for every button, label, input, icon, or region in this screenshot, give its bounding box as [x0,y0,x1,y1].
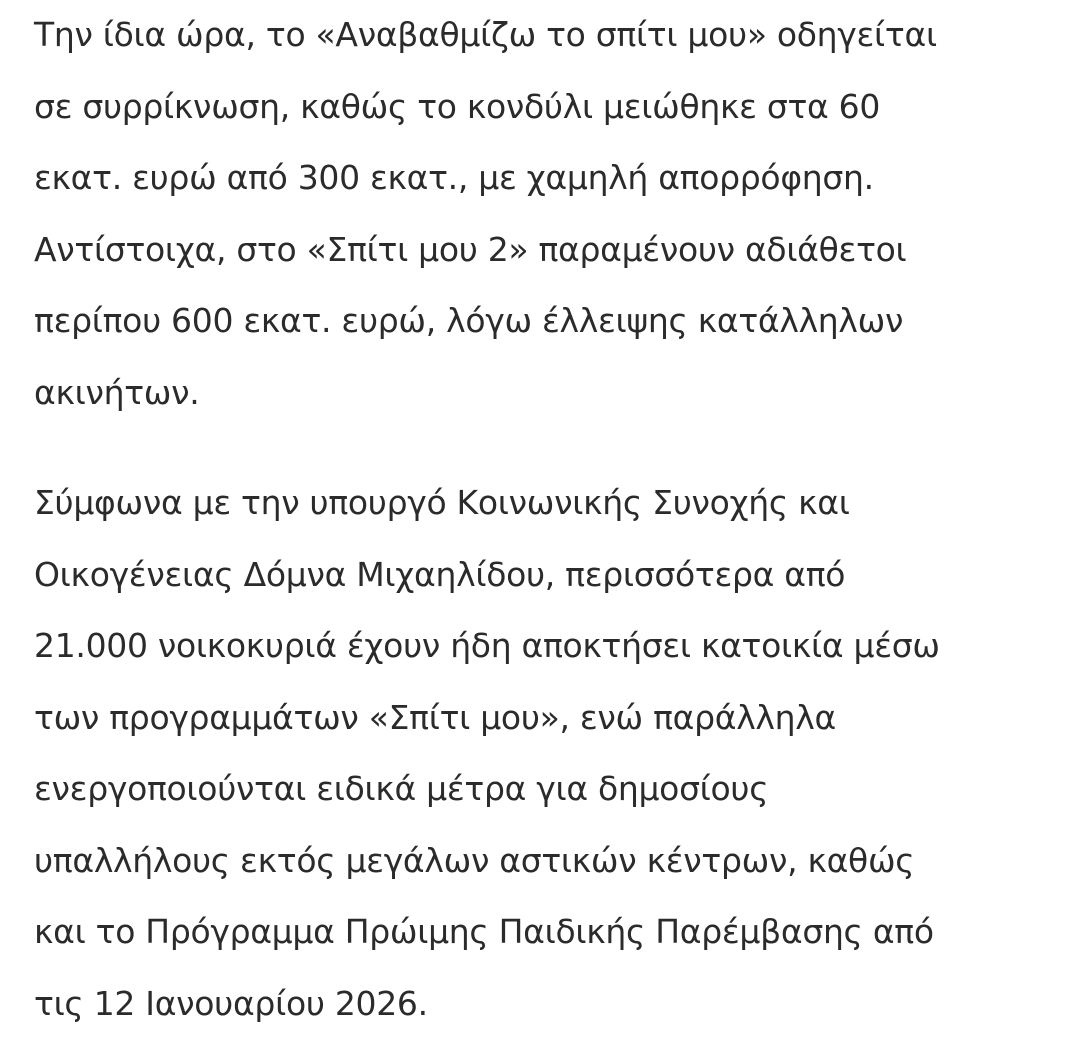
paragraph-2 [34,467,940,1039]
paragraph-line: εκατ. ευρώ από 300 εκατ., με χαμηλή απορρόφηση. [34,158,874,197]
paragraph-line: ενεργοποιούνται ειδικά μέτρα για δημοσίους [34,769,769,808]
paragraph-line: περίπου 600 εκατ. ευρώ, λόγω έλλειψης κατάλληλων [34,301,904,340]
paragraph-line: των προγραμμάτων «Σπίτι μου», ενώ παράλληλα [34,697,836,737]
paragraph-line: 21.000 νοικοκυριά έχουν ήδη αποκτήσει κατοικία μέσω [34,626,940,665]
paragraph-line: ακινήτων. [34,372,200,412]
paragraph-line: Αντίστοιχα, στο «Σπίτι μου 2» παραμένουν αδιάθετοι [34,229,907,269]
paragraph-line: Την ίδια ώρα, το «Αναβαθμίζω το σπίτι μου» οδηγείται [34,15,937,54]
paragraph-1 [34,0,937,428]
paragraph-line: υπαλλήλους εκτός μεγάλων αστικών κέντρων, καθώς [34,840,915,880]
paragraph-line: και το Πρόγραμμα Πρώιμης Παιδικής Παρέμβασης από [34,912,934,951]
paragraph-line: Σύμφωνα με την υπουργό Κοινωνικής Συνοχής και [34,483,850,522]
paragraph-line: Οικογένειας Δόμνα Μιχαηλίδου, περισσότερα από [34,554,846,594]
paragraph-line: σε συρρίκνωση, καθώς το κονδύλι μειώθηκε στα 60 [34,86,881,126]
paragraph-line: τις 12 Ιανουαρίου 2026. [34,983,428,1023]
